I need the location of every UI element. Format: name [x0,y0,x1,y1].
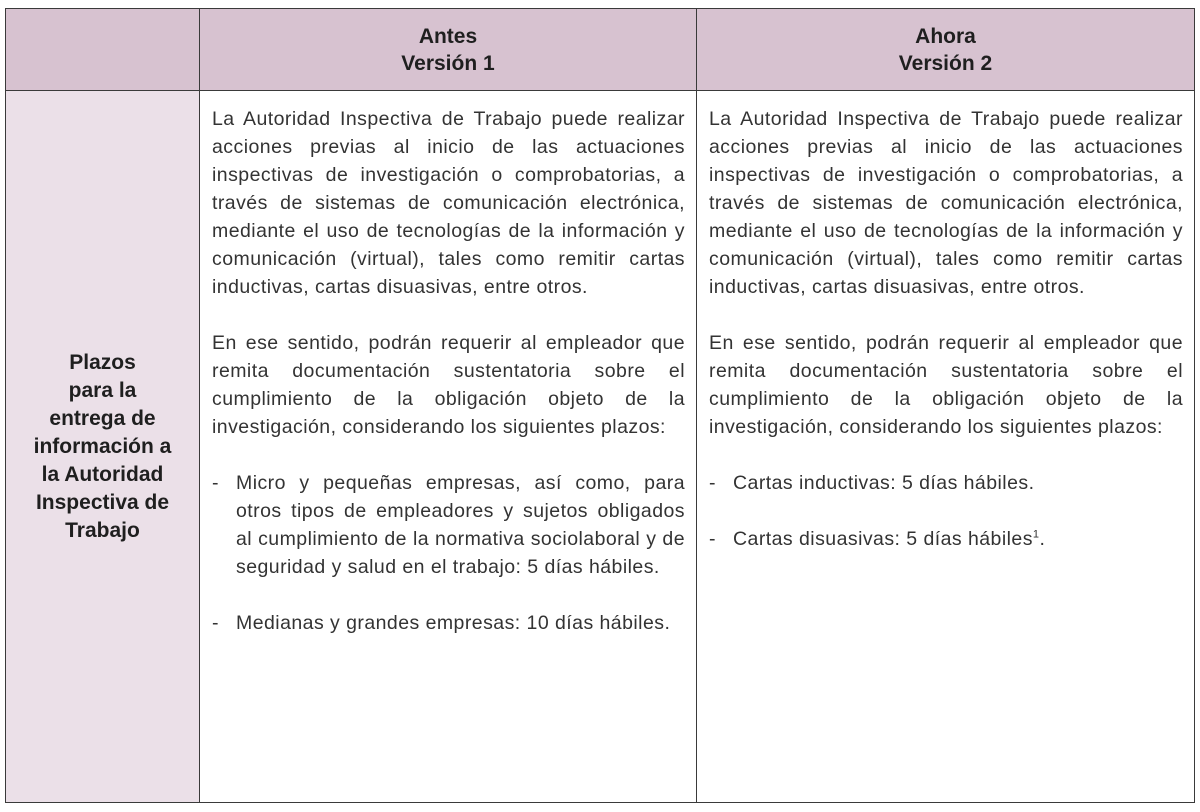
version-1-paragraph-2: En ese sentido, podrán requerir al empleador que remita documentación sustentatoria sobre el cumplimiento de la obligación objeto de la investigación, considerando los siguientes plazos: [212,332,685,438]
list-item-end: . [1039,528,1046,550]
list-item-text: Micro y pequeñas empresas, así como, para otros tipos de empleadores y sujetos obligados al cumplimiento de la normativa sociolaboral y de seguridad y salud en el trabajo: 5 días hábiles. [236,472,685,578]
row-label-line: la Autoridad [41,462,164,486]
row-label-line: para la [68,378,137,402]
version-1-paragraph-1: La Autoridad Inspectiva de Trabajo puede realizar acciones previas al inicio de las actuaciones inspectivas de investigación o comprobatorias, a través de sistemas de comunicación electrónica, mediante el uso de tecnologías de la información y comunicación (virtual), tales como remitir cartas inductivas, cartas disuasivas, entre otros. [212,108,685,298]
version-1-cell [200,91,697,803]
list-item [709,525,1183,553]
dash-bullet-icon: - [212,612,219,634]
row-label-line: información a [33,434,172,458]
list-item-text: Medianas y grandes empresas: 10 días hábiles. [236,612,671,634]
list-item [212,469,685,581]
row-label-line: Inspectiva de [35,490,170,514]
list-item-text: Cartas disuasivas: 5 días hábiles [733,528,1033,550]
list-item [709,469,1183,497]
version-1-deadline-list [212,469,685,637]
header-row [6,9,1195,91]
row-label-line: Plazos [69,350,136,374]
header-version-2 [697,9,1195,91]
version-2-paragraph-1: La Autoridad Inspectiva de Trabajo puede realizar acciones previas al inicio de las actuaciones inspectivas de investigación o comprobatorias, a través de sistemas de comunicación electrónica, mediante el uso de tecnologías de la información y comunicación (virtual), tales como remitir cartas inductivas, cartas disuasivas, entre otros. [709,108,1183,298]
dash-bullet-icon: - [212,472,219,494]
version-2-paragraph-2: En ese sentido, podrán requerir al empleador que remita documentación sustentatoria sobre el cumplimiento de la obligación objeto de la investigación, considerando los siguientes plazos: [709,332,1183,438]
dash-bullet-icon: - [709,472,716,494]
header-version-2-line1: Ahora [915,24,976,48]
header-empty-cell [6,9,200,91]
dash-bullet-icon: - [709,528,716,550]
list-item [212,609,685,637]
row-label [6,91,200,803]
comparison-table [5,8,1195,803]
row-label-line: Trabajo [65,518,140,542]
row-label-line: entrega de [49,406,156,430]
version-2-deadline-list [709,469,1183,553]
version-2-cell [697,91,1195,803]
header-version-1-line2: Versión 1 [401,51,495,75]
list-item-text: Cartas inductivas: 5 días hábiles. [733,472,1035,494]
header-version-1-line1: Antes [418,24,478,48]
footnote-reference[interactable]: 1 [1032,528,1040,541]
content-row [6,91,1195,803]
header-version-1 [200,9,697,91]
header-version-2-line2: Versión 2 [898,51,993,75]
